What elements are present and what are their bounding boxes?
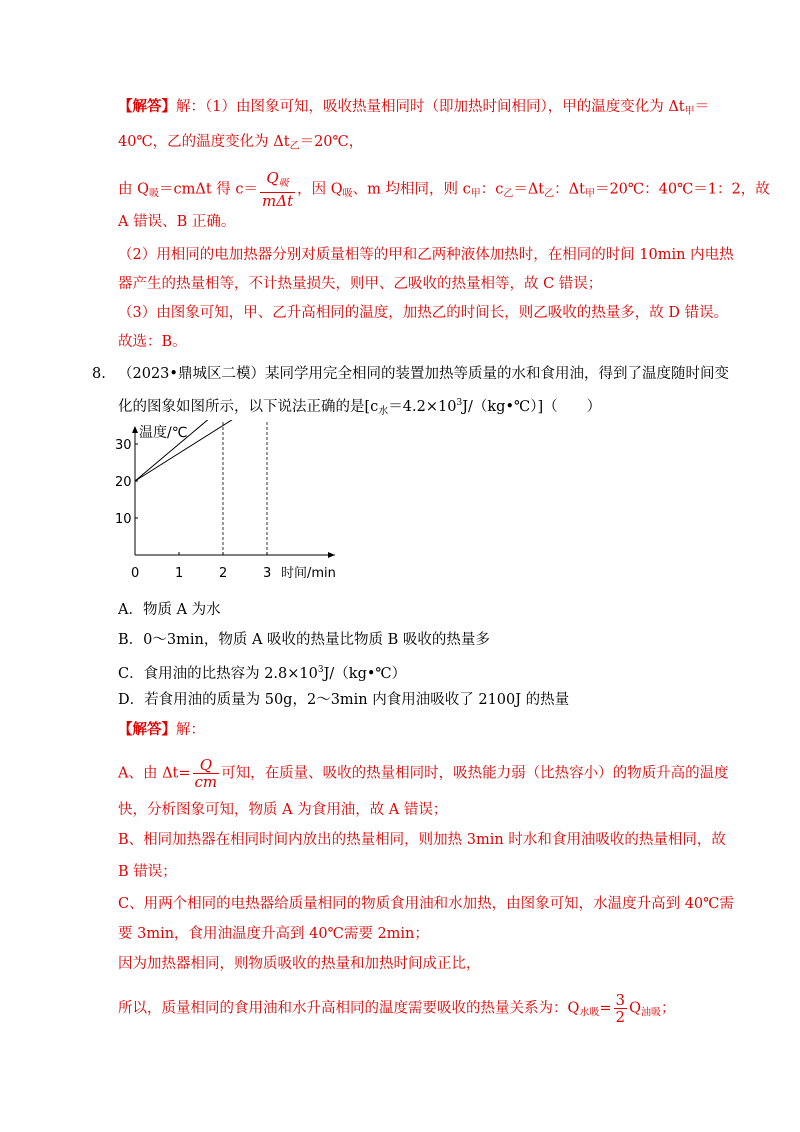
answer-line: A 错误、B 正确。: [118, 214, 236, 230]
subscript: 乙: [503, 188, 514, 200]
answer-line: 快，分析图象可知，物质 A 为食用油，故 A 错误；: [118, 802, 448, 818]
subscript: 乙: [289, 141, 300, 152]
answer-line: [118, 170, 770, 209]
subscript: 吸: [149, 188, 159, 200]
answer-line: [118, 720, 205, 740]
answer-text: ：c: [480, 181, 504, 198]
subscript: 甲: [470, 188, 481, 200]
answer-text: ；: [660, 1000, 676, 1017]
fraction-q-over-cm: [193, 757, 220, 790]
answer-line: 因为加热器相同，则物质吸收的热量和加热时间成正比，: [118, 956, 481, 972]
fraction-three-halves: [614, 992, 628, 1025]
fraction-denominator: cm: [194, 773, 218, 791]
option-d[interactable]: D．若食用油的质量为 50g，2～3min 内食用油吸收了 2100J 的热量: [118, 692, 570, 708]
subscript: 水吸: [579, 1007, 600, 1019]
x-axis-arrow: [328, 552, 335, 558]
answer-line: （3）由图象可知，甲、乙升高相同的温度，加热乙的时间长，则乙吸收的热量多，故 D 错误。: [118, 305, 729, 321]
x-tick-label: 1: [175, 566, 184, 581]
x-tick-label: 2: [219, 566, 228, 581]
y-tick-label: 10: [115, 512, 132, 527]
answer-text: =: [599, 1000, 612, 1017]
answer-text: 40℃，乙的温度变化为 Δt: [118, 134, 290, 150]
temperature-time-chart: [108, 420, 358, 590]
stem-text: ＝4.2×10: [388, 399, 457, 415]
question-stem: [118, 393, 601, 422]
fraction-numerator: Q: [193, 757, 220, 774]
answer-line: [118, 97, 709, 122]
answer-text: ，因 Q: [297, 181, 343, 198]
option-text: J/（kg•℃）: [323, 666, 407, 682]
x-tick-label: 0: [131, 566, 140, 581]
answer-line: B 错误；: [118, 864, 177, 880]
answer-line: 器产生的热量相等，不计热量损失，则甲、乙吸收的热量相等，故 C 错误；: [118, 276, 603, 292]
stem-text: J/（kg•℃）]（ ）: [462, 399, 602, 415]
answer-text: ：Δt: [554, 181, 585, 198]
option-c[interactable]: [118, 660, 406, 684]
answer-line: （2）用相同的电加热器分别对质量相等的甲和乙两种液体加热时，在相同的时间 10min 内电热: [118, 247, 734, 263]
answer-line: 故选：B。: [118, 334, 187, 350]
answer-label: 【解答】: [118, 98, 176, 115]
superscript: 3: [456, 398, 463, 408]
fraction-numerator: 3: [615, 991, 626, 1009]
superscript: 3: [317, 665, 324, 675]
x-tick-label: 3: [263, 566, 272, 581]
stem-text: 化的图象如图所示，以下说法正确的是[c: [118, 399, 379, 415]
y-tick-label: 30: [115, 438, 132, 453]
subscript: 甲: [584, 188, 595, 200]
fraction-numerator: Q: [266, 169, 279, 187]
answer-line: C、用两个相同的电热器给质量相同的物质食用油和水加热，由图象可知，水温度升高到 40℃需: [118, 896, 734, 912]
question-stem: （2023•鼎城区二模）某同学用完全相同的装置加热等质量的水和食用油，得到了温度随时间变: [118, 366, 729, 382]
answer-line: [118, 992, 675, 1025]
fraction-denominator: mΔt: [262, 192, 294, 210]
y-tick-label: 20: [115, 475, 132, 490]
x-axis-label: 时间/min: [281, 566, 336, 581]
answer-line: B、相同加热器在相同时间内放出的热量相同，则加热 3min 时水和食用油吸收的热量相同，故: [118, 832, 726, 848]
answer-text: 解：（1）由图象可知，吸收热量相同时（即加热时间相同），甲的温度变化为 Δt: [176, 99, 685, 115]
answer-text: ＝20℃，: [299, 134, 364, 150]
answer-text: ＝20℃：40℃＝1：2，故: [594, 181, 770, 198]
fraction-denominator: 2: [615, 1008, 626, 1026]
answer-line: [118, 757, 729, 790]
answer-text: 、m 均相同，则 c: [352, 181, 471, 198]
subscript: 甲: [684, 106, 695, 117]
fraction-c: [260, 170, 295, 209]
subscript: 吸: [342, 188, 353, 200]
subscript: 油吸: [640, 1007, 661, 1019]
answer-text: 由 Q: [118, 181, 149, 198]
answer-text: Q: [629, 1000, 641, 1017]
y-axis-label: 温度/℃: [139, 425, 188, 441]
answer-text: ＝: [694, 99, 710, 115]
answer-text: 解：: [176, 722, 205, 738]
answer-label: 【解答】: [118, 721, 176, 738]
option-b[interactable]: B．0～3min，物质 A 吸收的热量比物质 B 吸收的热量多: [118, 632, 490, 648]
subscript: 乙: [544, 188, 555, 200]
answer-text: ＝Δt: [513, 181, 545, 198]
subscript: 吸: [278, 178, 289, 189]
option-text: C．食用油的比热容为 2.8×10: [118, 666, 318, 682]
subscript: 水: [378, 406, 389, 417]
answer-text: A、由 Δt=: [118, 765, 191, 782]
question-number: 8.: [92, 366, 106, 382]
answer-line: [118, 132, 363, 157]
y-axis-arrow: [132, 426, 138, 433]
option-a[interactable]: A．物质 A 为水: [118, 602, 221, 618]
answer-text: 可知，在质量、吸收的热量相同时，吸热能力弱（比热容小）的物质升高的温度: [221, 765, 729, 782]
answer-text: 所以，质量相同的食用油和水升高相同的温度需要吸收的热量关系为：Q: [118, 1000, 580, 1017]
answer-text: ＝cmΔt 得 c＝: [159, 181, 259, 198]
answer-line: 要 3min，食用油温度升高到 40℃需要 2min；: [118, 926, 429, 942]
